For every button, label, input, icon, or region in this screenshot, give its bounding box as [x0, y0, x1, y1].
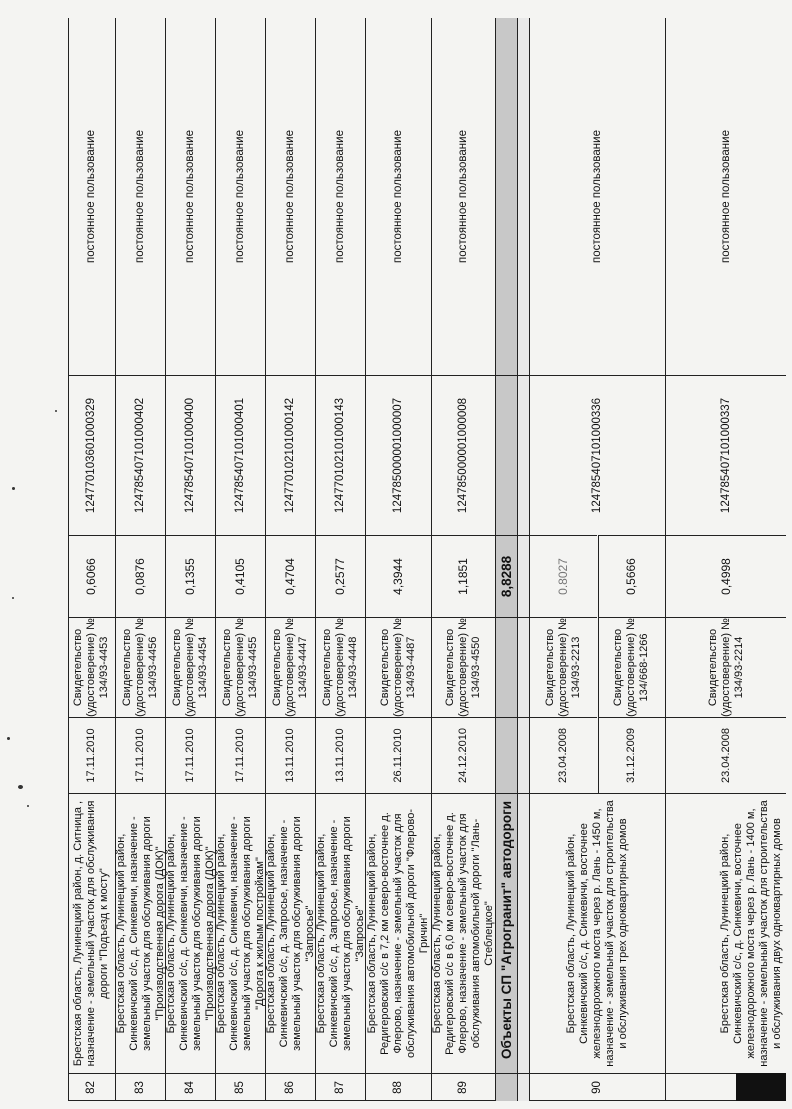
table-row: [116, 18, 166, 1101]
row-number: 82: [68, 1073, 115, 1101]
area-ha: 4,3944: [366, 535, 431, 617]
certificate: Свидетельство (удостоверение) № 134/93-4454: [166, 617, 215, 717]
section-total-area: 8,8288: [496, 535, 517, 617]
usage-right: постоянное пользование: [591, 130, 603, 263]
cadastral-number: 124785407101000337: [666, 375, 786, 535]
issue-date: 17.11.2010: [166, 717, 215, 793]
plot-address: Брестская область, Лунинецкий район, д. Ситница , назначение - земельный участок для обслуживания дороги "Подъезд к мосту": [68, 793, 115, 1073]
cadastral-number: 124785000001000007: [366, 375, 431, 535]
plot-address: Брестская область, Лунинецкий район, Синкевичский с/с, д. Синкевичи, восточнее железнодорожного моста через р. Лань - 1400 м, назначение - земельный участок для строительства и обслуживания двух одноквартирных домов: [666, 793, 786, 1073]
table-row: [316, 18, 366, 1101]
empty-cell: [518, 535, 529, 617]
plot-address: Брестская область, Лунинецкий район, Синкевичский с/с, д. Запросье, назначение - земельный участок для обслуживания дороги "Запросье": [316, 793, 365, 1073]
usage-right: постоянное пользование: [184, 130, 196, 263]
plot-address: Брестская область, Лунинецкий район, Синкевичский с/с, д. Синкевичи, назначение - земельный участок для обслуживания дороги "Дорога к жилым постройкам": [216, 793, 265, 1073]
scan-speck: [7, 737, 10, 740]
empty-cell: [518, 375, 529, 535]
empty-cell: [518, 1073, 529, 1101]
usage-right: постоянное пользование: [719, 130, 732, 263]
row-number: 84: [166, 1073, 215, 1101]
area-ha: 0.8027: [530, 535, 597, 617]
table-row: [666, 18, 786, 1101]
scan-speck: [12, 597, 14, 599]
area-ha: 0,2577: [316, 535, 365, 617]
empty-cell: [496, 375, 517, 535]
area-ha: 0,0876: [116, 535, 165, 617]
cadastral-number: 124770102101000143: [316, 375, 365, 535]
row-number: 83: [116, 1073, 165, 1101]
section-header-row: [496, 18, 518, 1101]
area-ha: 0,4105: [216, 535, 265, 617]
issue-date: 13.11.2010: [316, 717, 365, 793]
certificate: Свидетельство (удостоверение) № 134/93-4456: [116, 617, 165, 717]
land-plots-table: [68, 18, 786, 1101]
certificate: Свидетельство (удостоверение) № 134/93-4487: [366, 617, 431, 717]
area-ha: 0,1355: [166, 535, 215, 617]
table-row: [530, 18, 666, 1101]
issue-date: 17.11.2010: [116, 717, 165, 793]
certificate: Свидетельство (удостоверение) № 134/93-2213: [530, 617, 597, 717]
table-row: [266, 18, 316, 1101]
row-number: 87: [316, 1073, 365, 1101]
usage-right: постоянное пользование: [234, 130, 246, 263]
certificate: Свидетельство (удостоверение) № 134/668-1266: [598, 617, 665, 717]
empty-cell: [518, 793, 529, 1073]
issue-date: 24.12.2010: [432, 717, 495, 793]
certificate: Свидетельство (удостоверение) № 134/93-4448: [316, 617, 365, 717]
cadastral-number: 124785407101000402: [116, 375, 165, 535]
row-number-empty: [496, 1073, 517, 1101]
cadastral-number: 124770102101000142: [266, 375, 315, 535]
scan-shadow: [736, 1073, 786, 1101]
issue-date: 13.11.2010: [266, 717, 315, 793]
certificate: Свидетельство (удостоверение) № 134/93-4455: [216, 617, 265, 717]
plot-address: Брестская область, Лунинецкий район, Синкевичский с/с, д. Синкевичи, восточнее железнодорожного моста через р. Лань - 1450 м, назначение - земельный участок для строительства и обслуживания трех одноквартирных домов: [530, 793, 665, 1073]
plot-address: Брестская область, Лунинецкий район, Синкевичский с/с, д. Синкевичи, назначение - земельный участок для обслуживания дороги "Производственная дорога (ДОК)": [166, 793, 215, 1073]
usage-right: постоянное пользование: [134, 130, 146, 263]
table-row: [166, 18, 216, 1101]
row-number: 86: [266, 1073, 315, 1101]
issue-date: 23.04.2008: [666, 717, 786, 793]
row-number: 89: [432, 1073, 495, 1101]
row-number: 88: [366, 1073, 431, 1101]
table-row: [68, 18, 116, 1101]
section-title: Объекты СП "Агрогранит" автодороги: [496, 793, 517, 1073]
scan-speck: [18, 785, 23, 789]
cadastral-number: 124785407101000400: [166, 375, 215, 535]
usage-right: постоянное пользование: [85, 130, 97, 263]
table-row: [366, 18, 432, 1101]
certificate: Свидетельство (удостоверение) № 134/93-4550: [432, 617, 495, 717]
cadastral-number: 124785407101000401: [216, 375, 265, 535]
empty-cell: [496, 18, 517, 375]
table-row: [216, 18, 266, 1101]
usage-right: постоянное пользование: [284, 130, 296, 263]
area-ha: 0,5666: [598, 535, 665, 617]
usage-right: постоянное пользование: [457, 130, 469, 263]
area-ha: 0,4998: [666, 535, 786, 617]
area-ha: 1,1851: [432, 535, 495, 617]
issue-date: 23.04.2008: [530, 717, 597, 793]
cadastral-number: 124785407101000336: [530, 375, 665, 535]
spacer-row: [518, 18, 530, 1101]
scan-speck: [12, 487, 15, 490]
certificate: Свидетельство (удостоверение) № 134/93-4447: [266, 617, 315, 717]
empty-cell: [518, 18, 529, 375]
plot-address: Брестская область, Лунинецкий район, Редигеровский с/с в 7,2 км северо-восточнее д. Флерово, назначение - земельный участок для обслуживания автомобильной дороги "Флерово-Гричин": [366, 793, 431, 1073]
plot-address: Брестская область, Лунинецкий район, Синкевичский с/с, д. Запросье, назначение - земельный участок для обслуживания дороги "Запросье": [266, 793, 315, 1073]
issue-date: 17.11.2010: [216, 717, 265, 793]
certificate: Свидетельство (удостоверение) № 134/93-4453: [68, 617, 115, 717]
scan-speck: [27, 805, 29, 807]
cadastral-number: 124770103601000329: [68, 375, 115, 535]
usage-right: постоянное пользование: [334, 130, 346, 263]
row-number: 90: [530, 1073, 665, 1101]
issue-date: 31.12.2009: [598, 717, 665, 793]
row-number: 85: [216, 1073, 265, 1101]
empty-cell: [496, 617, 517, 717]
issue-date: 17.11.2010: [68, 717, 115, 793]
empty-cell: [496, 717, 517, 793]
plot-address: Брестская область, Лунинецкий район, Редигеровский с/с в 6,0 км северо-восточнее д. Флерово, назначение - земельный участок для обслуживания автомобильной дороги "Лань-Стеблецкое": [432, 793, 495, 1073]
empty-cell: [518, 717, 529, 793]
table-row: [432, 18, 496, 1101]
empty-cell: [518, 617, 529, 717]
sub-row-divider: [598, 535, 599, 793]
issue-date: 26.11.2010: [366, 717, 431, 793]
usage-right: постоянное пользование: [392, 130, 404, 263]
area-ha: 0,4704: [266, 535, 315, 617]
cadastral-number: 124785000001000008: [432, 375, 495, 535]
scan-speck: [55, 410, 57, 412]
certificate: Свидетельство (удостоверение) № 134/93-2214: [666, 617, 786, 717]
area-ha: 0,6066: [68, 535, 115, 617]
plot-address: Брестская область, Лунинецкий район, Синкевичский с/с, д. Синкевичи, назначение - земельный участок для обслуживания дороги "Производственная дорога (ДОК)": [116, 793, 165, 1073]
